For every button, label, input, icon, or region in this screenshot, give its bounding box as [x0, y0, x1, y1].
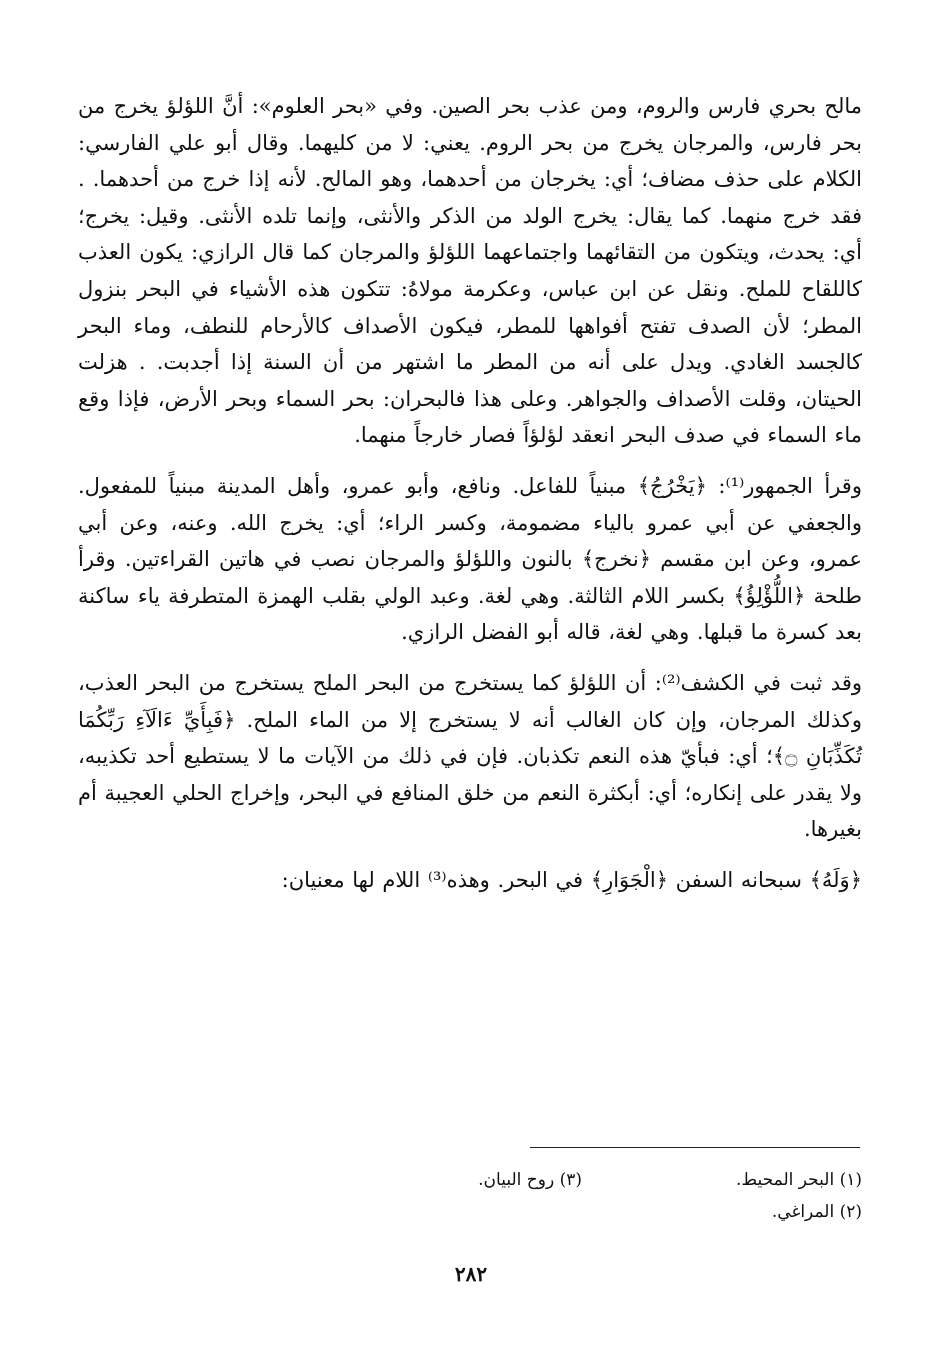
- paragraph-4: ﴿وَلَهُ﴾ سبحانه السفن ﴿الْجَوَارِ﴾ في البحر. وهذه⁽³⁾ اللام لها معنيان:: [281, 867, 862, 892]
- footnote-3: (٣) روح البيان.: [478, 1170, 582, 1190]
- paragraph-1: مالح بحري فارس والروم، ومن عذب بحر الصين. وفي «بحر العلوم»: أنَّ اللؤلؤ يخرج من بحر فارس، والمرجان يخرج من بحر الروم. يعني: لا من كليهما. وقال أبو علي الفارسي: الكلام على حذف مضاف؛ أي: يخرجان من أحدهما، وهو المالح. لأنه إذا خرج من أحدهما. . فقد خرج منهما. كما يقال: يخرج الولد من الذكر والأنثى، وإنما تلده الأنثى. وقيل: يخرج؛ أي: يحدث، ويتكون من التقائهما واجتماعهما اللؤلؤ والمرجان كما قال الرازي: يكون العذب كاللقاح للملح. ونقل عن ابن عباس، وعكرمة مولاهُ: تتكون هذه الأشياء في البحر بنزول المطر؛ لأن الصدف تفتح أفواهها للمطر، فيكون الأصداف كالأرحام للنطف، وماء البحر كالجسد الغادي. ويدل على أنه من المطر ما اشتهر من أن السنة إذا أجدبت. . هزلت الحيتان، وقلت الأصداف والجواهر. وعلى هذا فالبحران: بحر السماء وبحر الأرض، فإذا وقع ماء السماء في صدف البحر انعقد لؤلؤاً فصار خارجاً منهما.: [78, 94, 862, 448]
- footnote-1: (١) البحر المحيط.: [736, 1170, 862, 1190]
- footnote-divider: [530, 1147, 860, 1148]
- main-text-body: [78, 88, 862, 898]
- footnote-row-2: [302, 1196, 862, 1228]
- footnotes: [302, 1164, 862, 1228]
- footnote-row-1: [302, 1164, 862, 1196]
- paragraph-3: وقد ثبت في الكشف⁽²⁾: أن اللؤلؤ كما يستخرج من البحر الملح يستخرج من البحر العذب، وكذلك المرجان، وإن كان الغالب أنه لا يستخرج إلا من الماء الملح. ﴿فَبِأَيِّ ءَالَآءِ رَبِّكُمَا تُكَذِّبَانِ ۝﴾؛ أي: فبأيّ هذه النعم تكذبان. فإن في ذلك من الآيات ما لا يستطيع أحد تكذيبه، ولا يقدر على إنكاره؛ أي: أبكثرة النعم من خلق المنافع في البحر، وإخراج الحلي العجيبة أم بغيرها.: [78, 670, 862, 842]
- page-number: ٢٨٢: [454, 1262, 488, 1286]
- paragraph-2: وقرأ الجمهور⁽¹⁾: ﴿يَخْرُجُ﴾ مبنياً للفاعل. ونافع، وأبو عمرو، وأهل المدينة مبنياً للمفعول. والجعفي عن أبي عمرو بالياء مضمومة، وكسر الراء؛ أي: يخرج الله. وعنه، وعن أبي عمرو، وعن ابن مقسم ﴿نخرج﴾ بالنون واللؤلؤ والمرجان نصب في هاتين القراءتين. وقرأ طلحة ﴿اللُّؤْلِؤُ﴾ بكسر اللام الثالثة. وهي لغة. وعبد الولي بقلب الهمزة المتطرفة ياء ساكنة بعد كسرة ما قبلها. وهي لغة، قاله أبو الفضل الرازي.: [78, 473, 862, 645]
- footnote-2: (٢) المراغي.: [771, 1202, 862, 1222]
